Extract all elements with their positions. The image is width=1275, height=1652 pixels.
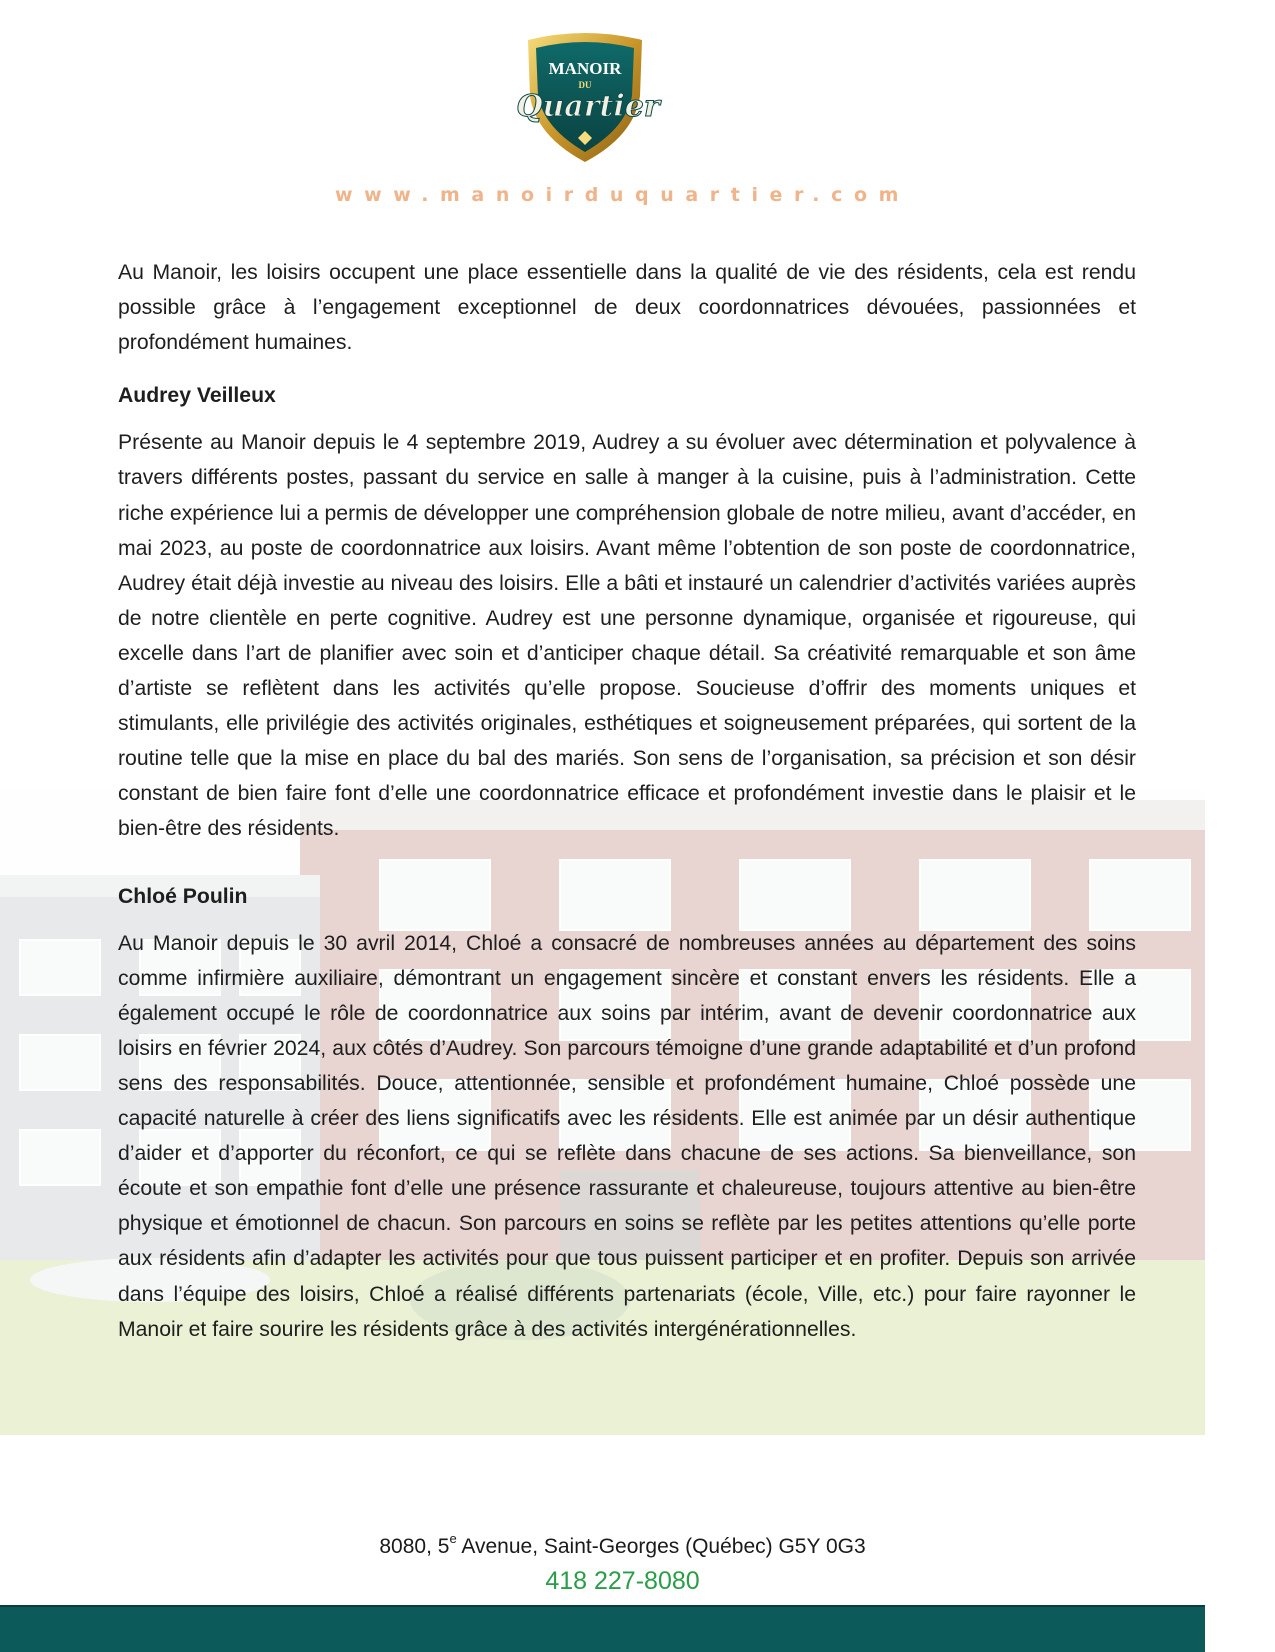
footer-address bbox=[0, 1531, 1245, 1559]
section-body-chloe: Au Manoir depuis le 30 avril 2014, Chloé a consacré de nombreuses années au département des soins comme infirmière auxiliaire, démontrant un engagement sincère et constant envers les résidents. Elle a également occupé le rôle de coordonnatrice aux soins par intérim, avant de devenir coordonnatrice aux loisirs en février 2024, aux côtés d’Audrey. Son parcours témoigne d’une grande adaptabilité et d’un profond sens des responsabilités. Douce, attentionnée, sensible et profondément humaine, Chloé possède une capacité naturelle à créer des liens significatifs avec les résidents. Elle est animée par un désir authentique d’aider et d’apporter du réconfort, ce qui se reflète dans chacune de ses actions. Sa bienveillance, son écoute et son empathie font d’elle une présence rassurante et chaleureuse, toujours attentive au bien-être physique et émotionnel de chacun. Son parcours en soins se reflète par les petites attentions qu’elle porte aux résidents afin d’adapter les activités pour que tous puissent participer et en profiter. Depuis son arrivée dans l’équipe des loisirs, Chloé a réalisé différents partenariats (école, Ville, etc.) pour faire rayonner le Manoir et faire sourire les résidents grâce à des activités intergénérationnelles. bbox=[118, 931, 1136, 1341]
section-heading-chloe: Chloé Poulin bbox=[118, 884, 248, 908]
footer-phone[interactable]: 418 227-8080 bbox=[545, 1567, 700, 1595]
address-street: Avenue, Saint-Georges (Québec) G5Y 0G3 bbox=[456, 1535, 866, 1558]
section-heading-audrey: Audrey Veilleux bbox=[118, 384, 276, 408]
address-superscript: e bbox=[449, 1531, 457, 1546]
logo-line-quartier: Quartier bbox=[516, 89, 660, 124]
website-url: www.manoirduquartier.com bbox=[334, 184, 911, 206]
manoir-du-quartier-logo bbox=[500, 28, 670, 168]
intro-paragraph: Au Manoir, les loisirs occupent une place essentielle dans la qualité de vie des résidents, cela est rendu possible grâce à l’engagement exceptionnel de deux coordonnatrices dévouées, passionnées et profondément humaines. bbox=[118, 261, 1136, 355]
article-body bbox=[118, 255, 1136, 1347]
section-body-audrey: Présente au Manoir depuis le 4 septembre 2019, Audrey a su évoluer avec détermination et polyvalence à travers différents postes, passant du service en salle à manger à la cuisine, puis à l’administration. Cette riche expérience lui a permis de développer une compréhension globale de notre milieu, avant d’accéder, en mai 2023, au poste de coordonnatrice aux loisirs. Avant même l’obtention de son poste de coordonnatrice, Audrey était déjà investie au niveau des loisirs. Elle a bâti et instauré un calendrier d’activités variées auprès de notre clientèle en perte cognitive. Audrey est une personne dynamique, organisée et rigoureuse, qui excelle dans l’art de planifier avec soin et d’anticiper chaque détail. Sa créativité remarquable et son âme d’artiste se reflètent dans les activités qu’elle propose. Soucieuse d’offrir des moments uniques et stimulants, elle privilégie des activités originales, esthétiques et soigneusement préparées, qui sortent de la routine telle que la mise en place du bal des mariés. Son sens de l’organisation, sa précision et son désir constant de bien faire font d’elle une coordonnatrice efficace et profondément investie dans le plaisir et le bien-être des résidents. bbox=[118, 431, 1136, 841]
address-number: 8080, 5 bbox=[379, 1535, 450, 1558]
footer-bar bbox=[0, 1605, 1205, 1652]
logo-line-manoir: MANOIR bbox=[548, 59, 622, 78]
logo-line-du: DU bbox=[578, 80, 592, 90]
